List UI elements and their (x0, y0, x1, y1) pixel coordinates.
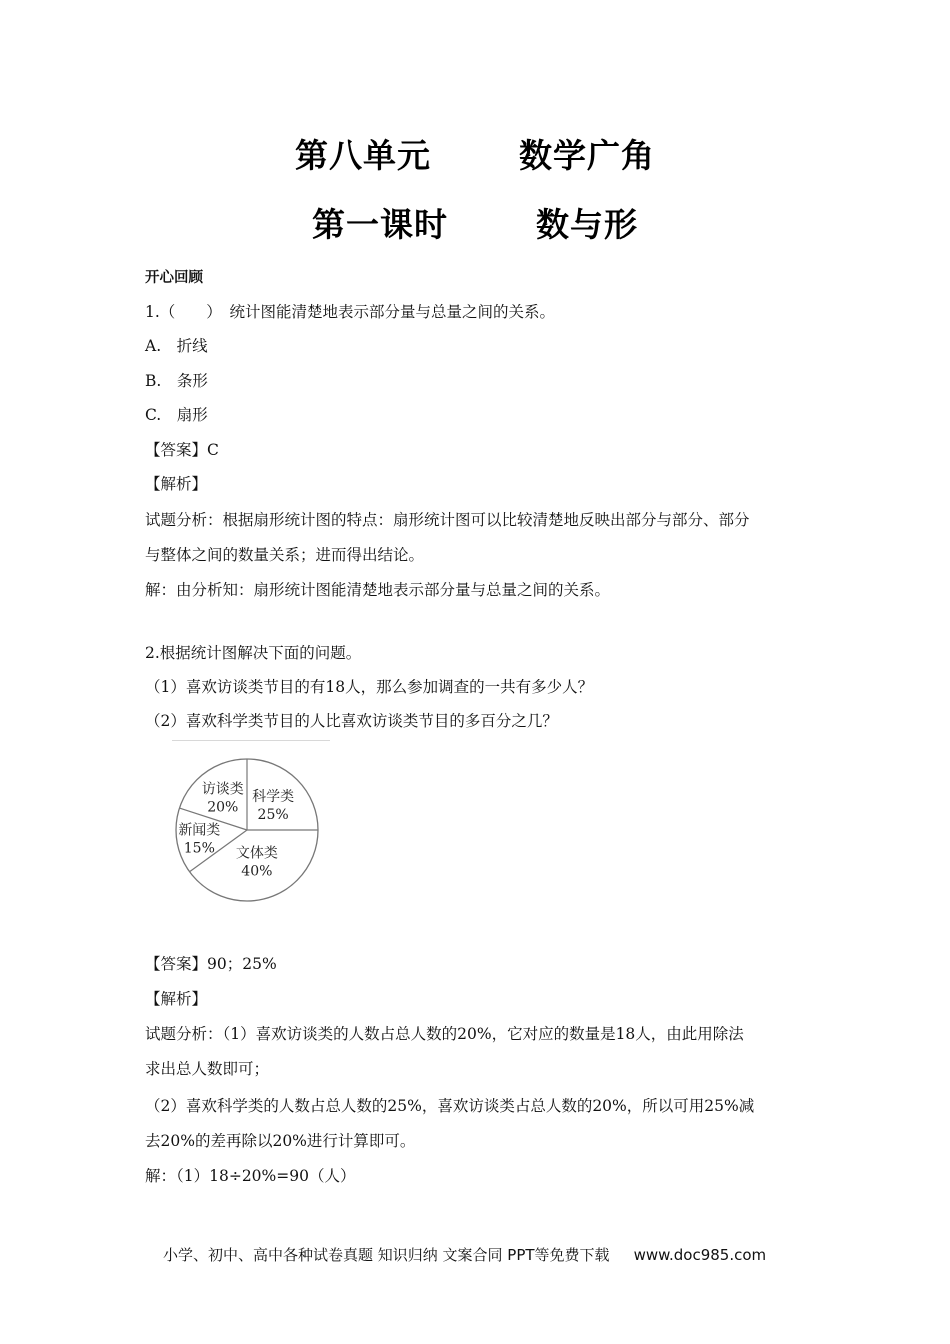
q1-stem: 1.（ ） 统计图能清楚地表示部分量与总量之间的关系。 (145, 303, 556, 321)
pie-slice-label: 科学类 (252, 788, 295, 805)
pie-slice-value: 20% (207, 799, 239, 816)
q2-answer: 【答案】90；25% (145, 955, 277, 973)
q2-analysis-line4: 去20%的差再除以20%进行计算即可。 (145, 1132, 416, 1150)
q1-analysis-line2: 与整体之间的数量关系；进而得出结论。 (145, 546, 425, 564)
q1-option-c: C. 扇形 (145, 406, 208, 424)
pie-slice-label: 新闻类 (178, 822, 221, 839)
q1-analysis-label: 【解析】 (145, 475, 208, 493)
q2-analysis-label: 【解析】 (145, 990, 208, 1008)
pie-slice-label: 文体类 (235, 845, 278, 862)
q1-solution: 解：由分析知：扇形统计图能清楚地表示部分量与总量之间的关系。 (145, 581, 611, 599)
q1-answer: 【答案】C (145, 441, 219, 459)
q2-analysis-line3: （2）喜欢科学类的人数占总人数的25%，喜欢访谈类占总人数的20%，所以可用25%减 (145, 1097, 755, 1115)
pie-chart-svg (172, 738, 332, 908)
pie-slice-value: 40% (241, 863, 273, 880)
footer-text: 小学、初中、高中各种试卷真题 知识归纳 文案合同 PPT等免费下载 (163, 1246, 610, 1264)
q2-analysis-line1: 试题分析：（1）喜欢访谈类的人数占总人数的20%，它对应的数量是18人，由此用除法 (145, 1025, 744, 1043)
pie-slice-value: 15% (183, 840, 215, 857)
pie-slice-label: 访谈类 (201, 781, 244, 798)
q2-stem: 2.根据统计图解决下面的问题。 (145, 644, 362, 662)
section-heading: 开心回顾 (145, 270, 203, 286)
q2-analysis-line2: 求出总人数即可； (145, 1060, 270, 1078)
q2-solution: 解：（1）18÷20%=90（人） (145, 1167, 356, 1185)
q1-option-b: B. 条形 (145, 372, 208, 390)
footer-url[interactable]: www.doc985.com (633, 1246, 767, 1264)
lesson-number: 第一课时 (312, 205, 448, 244)
footer (163, 1244, 766, 1265)
lesson-title (0, 199, 950, 246)
pie-chart (172, 738, 332, 908)
q1-option-a: A. 折线 (145, 337, 208, 355)
q2-sub2: （2）喜欢科学类节目的人比喜欢访谈类节目的多百分之几？ (145, 712, 558, 730)
unit-title (0, 130, 950, 177)
q1-analysis-line1: 试题分析：根据扇形统计图的特点：扇形统计图可以比较清楚地反映出部分与部分、部分 (145, 511, 750, 529)
unit-topic: 数学广角 (519, 136, 655, 175)
q2-sub1: （1）喜欢访谈类节目的有18人，那么参加调查的一共有多少人？ (145, 678, 594, 696)
lesson-topic: 数与形 (536, 205, 638, 244)
pie-slice-value: 25% (257, 806, 289, 823)
unit-number: 第八单元 (295, 136, 431, 175)
